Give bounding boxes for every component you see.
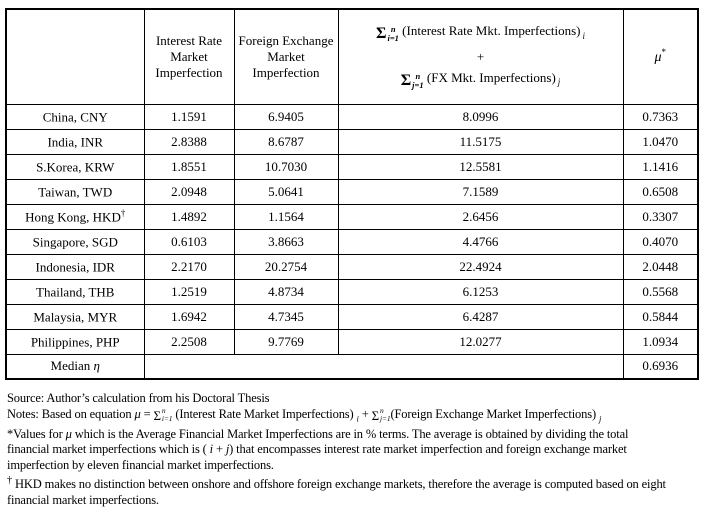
equation-note: Notes: Based on equation μ = Σ n i=1 (Interest Rate Market Imperfections) $_i$ + Σ n j=1 (Foreign Exchange Market Imperfections) $_j$ (7, 406, 602, 424)
country-cell: Philippines, PHP (6, 329, 144, 354)
country-cell: Hong Kong, HKD† (6, 204, 144, 229)
value-cell: 1.6942 (144, 304, 234, 329)
star-note-line-3: imperfection by eleven financial market imperfections. (7, 457, 274, 472)
value-cell: 4.7345 (234, 304, 338, 329)
summation-header (338, 9, 623, 104)
value-cell: 3.8663 (234, 229, 338, 254)
country-cell: Malaysia, MYR (6, 304, 144, 329)
table-notes (7, 391, 701, 508)
median-row (6, 354, 698, 379)
value-cell: 6.4287 (338, 304, 623, 329)
median-value-cell: 0.6936 (623, 354, 698, 379)
value-cell: 1.4892 (144, 204, 234, 229)
table-row (6, 304, 698, 329)
plus-sign: + (476, 48, 485, 64)
value-cell: 1.0934 (623, 329, 698, 354)
mu-symbol: μ (65, 426, 72, 441)
mu-header: μ* (623, 9, 698, 104)
country-cell: Indonesia, IDR (6, 254, 144, 279)
value-cell: 7.1589 (338, 179, 623, 204)
value-cell: 6.1253 (338, 279, 623, 304)
value-cell: 4.8734 (234, 279, 338, 304)
table-row (6, 204, 698, 229)
value-cell: 0.3307 (623, 204, 698, 229)
dagger-symbol: † (7, 475, 13, 487)
value-cell: 2.2508 (144, 329, 234, 354)
value-cell: 1.0470 (623, 129, 698, 154)
value-cell: 5.0641 (234, 179, 338, 204)
value-cell: 0.7363 (623, 104, 698, 129)
dagger-note-line-1: † HKD makes no distinction between onshore and offshore foreign exchange markets, therefore the average is computed based on eight (7, 475, 666, 492)
value-cell: 0.4070 (623, 229, 698, 254)
star-note-line-2: financial market imperfections which is ( i + j) that encompasses interest rate market imperfection and foreign exchange market (7, 442, 627, 457)
value-cell: 1.1416 (623, 154, 698, 179)
country-cell: Taiwan, TWD (6, 179, 144, 204)
table-row (6, 329, 698, 354)
value-cell: 0.6508 (623, 179, 698, 204)
summation-text: (FX Mkt. Imperfections) (423, 69, 556, 85)
summation-line-1: Σ n i=1 (Interest Rate Mkt. Imperfections) $_i$ (375, 23, 586, 44)
value-cell: 11.5175 (338, 129, 623, 154)
header-row (6, 9, 698, 104)
value-cell: 0.5844 (623, 304, 698, 329)
sigma-symbol: Σ n i=1 (153, 406, 173, 424)
value-cell: 22.4924 (338, 254, 623, 279)
summation-text: (Interest Rate Mkt. Imperfections) (398, 23, 581, 39)
sigma-symbol: Σ n j=1 (400, 70, 424, 90)
value-cell: 12.5581 (338, 154, 623, 179)
table-row (6, 229, 698, 254)
value-cell: 2.0448 (623, 254, 698, 279)
eta-symbol: η (93, 358, 100, 374)
table-row (6, 279, 698, 304)
value-cell: 1.1564 (234, 204, 338, 229)
value-cell: 8.6787 (234, 129, 338, 154)
value-cell: 0.5568 (623, 279, 698, 304)
median-label-cell: Median η (6, 354, 144, 379)
table-row (6, 129, 698, 154)
table-row (6, 254, 698, 279)
country-cell: China, CNY (6, 104, 144, 129)
value-cell: 1.1591 (144, 104, 234, 129)
value-cell: 9.7769 (234, 329, 338, 354)
mu-symbol: μ (134, 406, 141, 421)
country-cell: India, INR (6, 129, 144, 154)
value-cell: 2.8388 (144, 129, 234, 154)
value-cell: 20.2754 (234, 254, 338, 279)
value-cell: 1.2519 (144, 279, 234, 304)
value-cell: 4.4766 (338, 229, 623, 254)
sigma-symbol: Σ n j=1 (371, 406, 391, 424)
country-cell: S.Korea, KRW (6, 154, 144, 179)
interest-rate-header: Interest Rate Market Imperfection (144, 9, 234, 104)
source-note: Source: Author’s calculation from his Doctoral Thesis (7, 391, 270, 405)
value-cell: 10.7030 (234, 154, 338, 179)
table-row (6, 104, 698, 129)
value-cell: 2.2170 (144, 254, 234, 279)
table-row (6, 179, 698, 204)
fx-header: Foreign Exchange Market Imperfection (234, 9, 338, 104)
value-cell: 2.0948 (144, 179, 234, 204)
value-cell: 6.9405 (234, 104, 338, 129)
financial-imperfections-table (5, 8, 699, 380)
value-cell: 2.6456 (338, 204, 623, 229)
value-cell: 0.6103 (144, 229, 234, 254)
value-cell: 8.0996 (338, 104, 623, 129)
value-cell: 12.0277 (338, 329, 623, 354)
median-empty-cell (144, 354, 623, 379)
summation-line-2: Σ n j=1 (FX Mkt. Imperfections) $_j$ (400, 69, 561, 90)
table-row (6, 154, 698, 179)
dagger-note-line-2: financial market imperfections. (7, 493, 159, 508)
star-note-line-1: *Values for μ which is the Average Financial Market Imperfections are in % terms. The average is obtained by dividing the total (7, 426, 629, 441)
country-cell: Thailand, THB (6, 279, 144, 304)
value-cell: 1.8551 (144, 154, 234, 179)
sigma-symbol: Σ n i=1 (375, 24, 399, 44)
country-cell: Singapore, SGD (6, 229, 144, 254)
corner-cell (6, 9, 144, 104)
